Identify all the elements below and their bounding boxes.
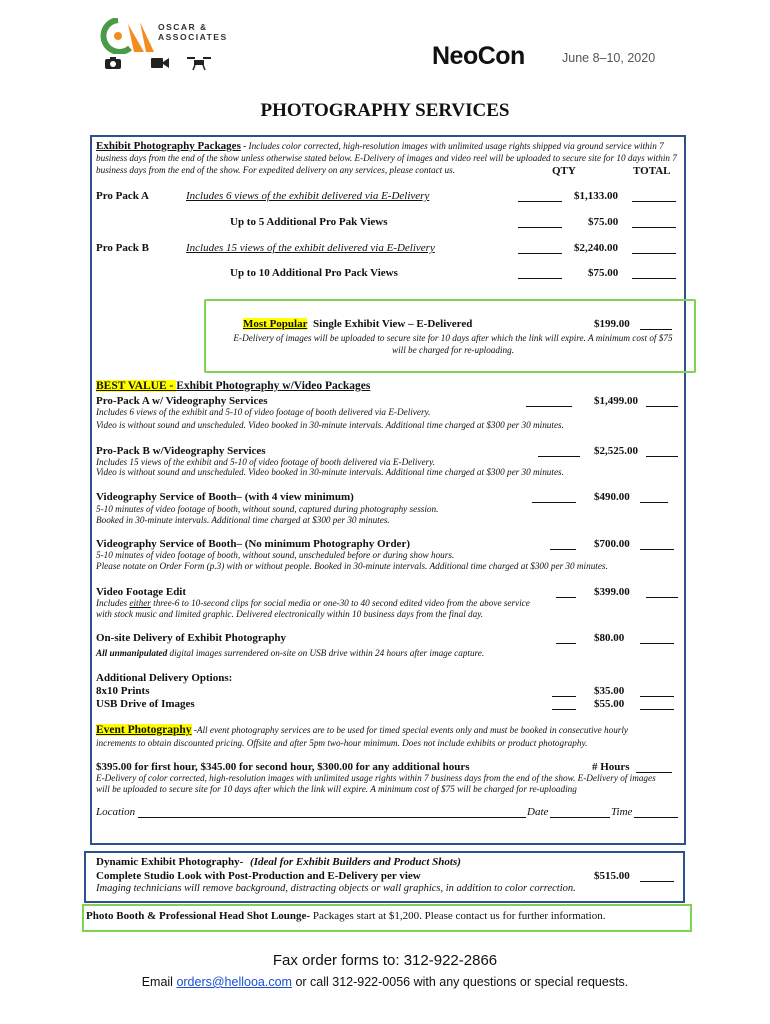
event-note1: E-Delivery of color corrected, high-resolution images with unlimited usage rights within 7 business days from the end of the show. E-Delivery of images bbox=[96, 773, 656, 783]
exhibit-intro: Exhibit Photography Packages - Includes color corrected, high-resolution images with unlimited usage rights shipped via ground service within 7 business days from the end of the show unless otherwise stated below. E-Delivery of images and video reel will be uploaded to secure site for 10 days within 7 business days from the end of the show. For expedited delivery on any services, please contact us. bbox=[96, 140, 677, 175]
pro-pack-a-desc: Includes 6 views of the exhibit delivered via E-Delivery bbox=[186, 190, 430, 202]
exhibit-description: Includes color corrected, high-resolution images with unlimited usage rights shipped via ground service within 7 business days from the end of the show unless otherwise stated below. E-Delivery of images and video reel will be uploaded to secure site for 10 days within 7 business days from the end of the show. For expedited delivery on any services, please contact us. bbox=[96, 141, 677, 175]
video-item-b-note1: Includes 15 views of the exhibit and 5-10 of video footage of booth delivered via E-Delivery. bbox=[96, 457, 435, 467]
prints-name: 8x10 Prints bbox=[96, 685, 150, 697]
event-hours-input[interactable] bbox=[636, 763, 672, 773]
pro-pack-b-label: Pro Pack B bbox=[96, 242, 149, 254]
video-item-c-total[interactable] bbox=[640, 493, 668, 503]
most-popular-row bbox=[243, 318, 472, 330]
video-edit-qty[interactable] bbox=[556, 588, 576, 598]
prints-price: $35.00 bbox=[594, 685, 625, 697]
event-rates: $395.00 for first hour, $345.00 for second hour, $300.00 for any additional hours bbox=[96, 761, 470, 773]
video-item-c-name: Videography Service of Booth– (with 4 view minimum) bbox=[96, 491, 354, 503]
pro-pack-a-extra-total[interactable] bbox=[632, 218, 676, 228]
video-item-b-note2: Video is without sound and unscheduled. Video booked in 30-minute intervals. Additional time charged at $300 per 30 minutes. bbox=[96, 467, 564, 477]
pro-pack-b-extra-price: $75.00 bbox=[588, 267, 619, 279]
event-heading: Event Photography bbox=[96, 724, 192, 736]
video-item-d-name: Videography Service of Booth– (No minimum Photography Order) bbox=[96, 538, 410, 550]
onsite-delivery-note: All unmanipulated digital images surrendered on-site on USB drive within 24 hours after image capture. bbox=[96, 648, 485, 658]
video-item-c-price: $490.00 bbox=[594, 491, 630, 503]
event-note2: will be uploaded to secure site for 10 days after which the link will expire. A minimum cost of $75 will be charged for re-uploading bbox=[96, 784, 577, 794]
drone-icon bbox=[186, 55, 212, 71]
video-item-a-note1: Includes 6 views of the exhibit and 5-10 of video footage of booth delivered via E-Delivery. bbox=[96, 407, 431, 417]
best-value-badge: BEST VALUE - bbox=[96, 380, 177, 392]
dynamic-note: Imaging technicians will remove background, distracting objects or wall graphics, in addition to color correction. bbox=[96, 883, 576, 894]
dynamic-line2: Complete Studio Look with Post-Production and E-Delivery per view bbox=[96, 870, 421, 882]
location-input[interactable] bbox=[138, 808, 526, 818]
video-packages-heading: Exhibit Photography w/Video Packages bbox=[176, 380, 371, 392]
prints-total[interactable] bbox=[640, 687, 674, 697]
video-item-b-qty[interactable] bbox=[538, 447, 580, 457]
event-intro: Event Photography -All event photography services are to be used for timed special events only and must be booked in consecutive hourly bbox=[96, 724, 628, 736]
video-camera-icon bbox=[150, 56, 170, 70]
dynamic-heading-row bbox=[96, 856, 461, 868]
col-qty-header: QTY bbox=[552, 165, 576, 177]
video-item-a-price: $1,499.00 bbox=[594, 395, 638, 407]
date-label: Date bbox=[527, 806, 549, 818]
onsite-delivery-qty[interactable] bbox=[556, 634, 576, 644]
video-item-c-qty[interactable] bbox=[532, 493, 576, 503]
pro-pack-b-desc: Includes 15 views of the exhibit delivered via E-Delivery bbox=[186, 242, 435, 254]
usb-price: $55.00 bbox=[594, 698, 625, 710]
video-item-d-note1: 5-10 minutes of video footage of booth, without sound, unscheduled before or during show hours. bbox=[96, 550, 455, 560]
usb-total[interactable] bbox=[640, 700, 674, 710]
video-item-a-total[interactable] bbox=[646, 397, 678, 407]
email-link[interactable]: orders@hellooa.com bbox=[176, 975, 292, 989]
single-view-price: $199.00 bbox=[594, 318, 630, 330]
col-total-header: TOTAL bbox=[633, 165, 671, 177]
video-edit-total[interactable] bbox=[646, 588, 678, 598]
most-popular-badge: Most Popular bbox=[243, 318, 308, 330]
additional-options-heading: Additional Delivery Options: bbox=[96, 672, 233, 684]
video-item-d-qty[interactable] bbox=[550, 540, 576, 550]
camera-icon bbox=[104, 56, 122, 70]
pro-pack-b-extra-qty[interactable] bbox=[518, 269, 562, 279]
video-item-d-price: $700.00 bbox=[594, 538, 630, 550]
dynamic-heading-italic: (Ideal for Exhibit Builders and Product Shots) bbox=[250, 856, 461, 868]
video-item-d-note2: Please notate on Order Form (p.3) with or without people. Booked in 30-minute intervals. Additional time charged at $300 per 30 minutes. bbox=[96, 561, 608, 571]
logo-text-line1: OSCAR & bbox=[158, 22, 208, 32]
usb-name: USB Drive of Images bbox=[96, 698, 195, 710]
video-item-c-note2: Booked in 30-minute intervals. Additional time charged at $300 per 30 minutes. bbox=[96, 515, 390, 525]
onsite-delivery-name: On-site Delivery of Exhibit Photography bbox=[96, 632, 287, 644]
video-item-d-total[interactable] bbox=[640, 540, 674, 550]
logo-mark-icon bbox=[100, 18, 156, 54]
pro-pack-b-extra-total[interactable] bbox=[632, 269, 676, 279]
page-title: PHOTOGRAPHY SERVICES bbox=[260, 100, 510, 121]
video-edit-note2: with stock music and limited graphic. Delivered electronically within 10 business days from the final day. bbox=[96, 609, 484, 619]
location-label: Location bbox=[96, 806, 136, 818]
date-input[interactable] bbox=[550, 808, 610, 818]
onsite-delivery-price: $80.00 bbox=[594, 632, 625, 644]
pro-pack-a-extra-desc: Up to 5 Additional Pro Pak Views bbox=[230, 216, 388, 228]
pro-pack-a-total[interactable] bbox=[632, 192, 676, 202]
pro-pack-b-extra-desc: Up to 10 Additional Pro Pack Views bbox=[230, 267, 398, 279]
email-line: Email orders@hellooa.com or call 312-922-0056 with any questions or special requests. bbox=[141, 975, 629, 989]
video-item-c-note1: 5-10 minutes of video footage of booth, without sound, captured during photography session. bbox=[96, 504, 439, 514]
single-view-note: E-Delivery of images will be uploaded to secure site for 10 days after which the link will expire. A minimum cost of $75 will be charged for re-uploading. bbox=[233, 333, 673, 355]
video-item-b-total[interactable] bbox=[646, 447, 678, 457]
dynamic-price: $515.00 bbox=[594, 870, 630, 882]
single-view-total[interactable] bbox=[640, 320, 672, 330]
time-input[interactable] bbox=[634, 808, 678, 818]
video-edit-name: Video Footage Edit bbox=[96, 586, 187, 598]
video-item-a-qty[interactable] bbox=[526, 397, 572, 407]
pro-pack-b-total[interactable] bbox=[632, 244, 676, 254]
pro-pack-a-qty[interactable] bbox=[518, 192, 562, 202]
pro-pack-a-extra-price: $75.00 bbox=[588, 216, 619, 228]
pro-pack-a-price: $1,133.00 bbox=[574, 190, 618, 202]
pro-pack-a-label: Pro Pack A bbox=[96, 190, 149, 202]
video-item-a-note2: Video is without sound and unscheduled. Video booked in 30-minute intervals. Additional time charged at $300 per 30 minutes. bbox=[96, 420, 564, 430]
video-item-b-price: $2,525.00 bbox=[594, 445, 638, 457]
logo-text-line2: ASSOCIATES bbox=[158, 32, 228, 42]
pro-pack-b-price: $2,240.00 bbox=[574, 242, 618, 254]
usb-qty[interactable] bbox=[552, 700, 576, 710]
dynamic-heading: Dynamic Exhibit Photography- bbox=[96, 856, 244, 868]
photo-booth-text: Photo Booth & Professional Head Shot Lounge- Packages start at $1,200. Please contact us for further information. bbox=[86, 910, 606, 922]
time-label: Time bbox=[611, 806, 633, 818]
pro-pack-a-extra-qty[interactable] bbox=[518, 218, 562, 228]
brand-name: NeoCon bbox=[432, 42, 525, 70]
onsite-delivery-total[interactable] bbox=[640, 634, 674, 644]
exhibit-heading: Exhibit Photography Packages bbox=[96, 140, 241, 152]
prints-qty[interactable] bbox=[552, 687, 576, 697]
logo bbox=[100, 16, 240, 56]
single-view-name: Single Exhibit View – E-Delivered bbox=[313, 318, 473, 330]
video-edit-price: $399.00 bbox=[594, 586, 630, 598]
fax-line: Fax order forms to: 312-922-2866 bbox=[272, 952, 498, 969]
event-desc2: increments to obtain discounted pricing. Offsite and after 5pm two-hour minimum. Does not include exhibits or product photography. bbox=[96, 738, 588, 748]
pro-pack-b-qty[interactable] bbox=[518, 244, 562, 254]
video-heading-row bbox=[96, 380, 370, 392]
event-dates: June 8–10, 2020 bbox=[562, 51, 656, 65]
video-item-b-name: Pro-Pack B w/Videography Services bbox=[96, 445, 266, 457]
video-item-a-name: Pro-Pack A w/ Videography Services bbox=[96, 395, 268, 407]
dynamic-total[interactable] bbox=[640, 872, 674, 882]
video-edit-note1: Includes either three-6 to 10-second clips for social media or one-30 to 40 second edited video from the above service bbox=[96, 598, 530, 608]
event-hours-label: # Hours bbox=[592, 761, 630, 773]
